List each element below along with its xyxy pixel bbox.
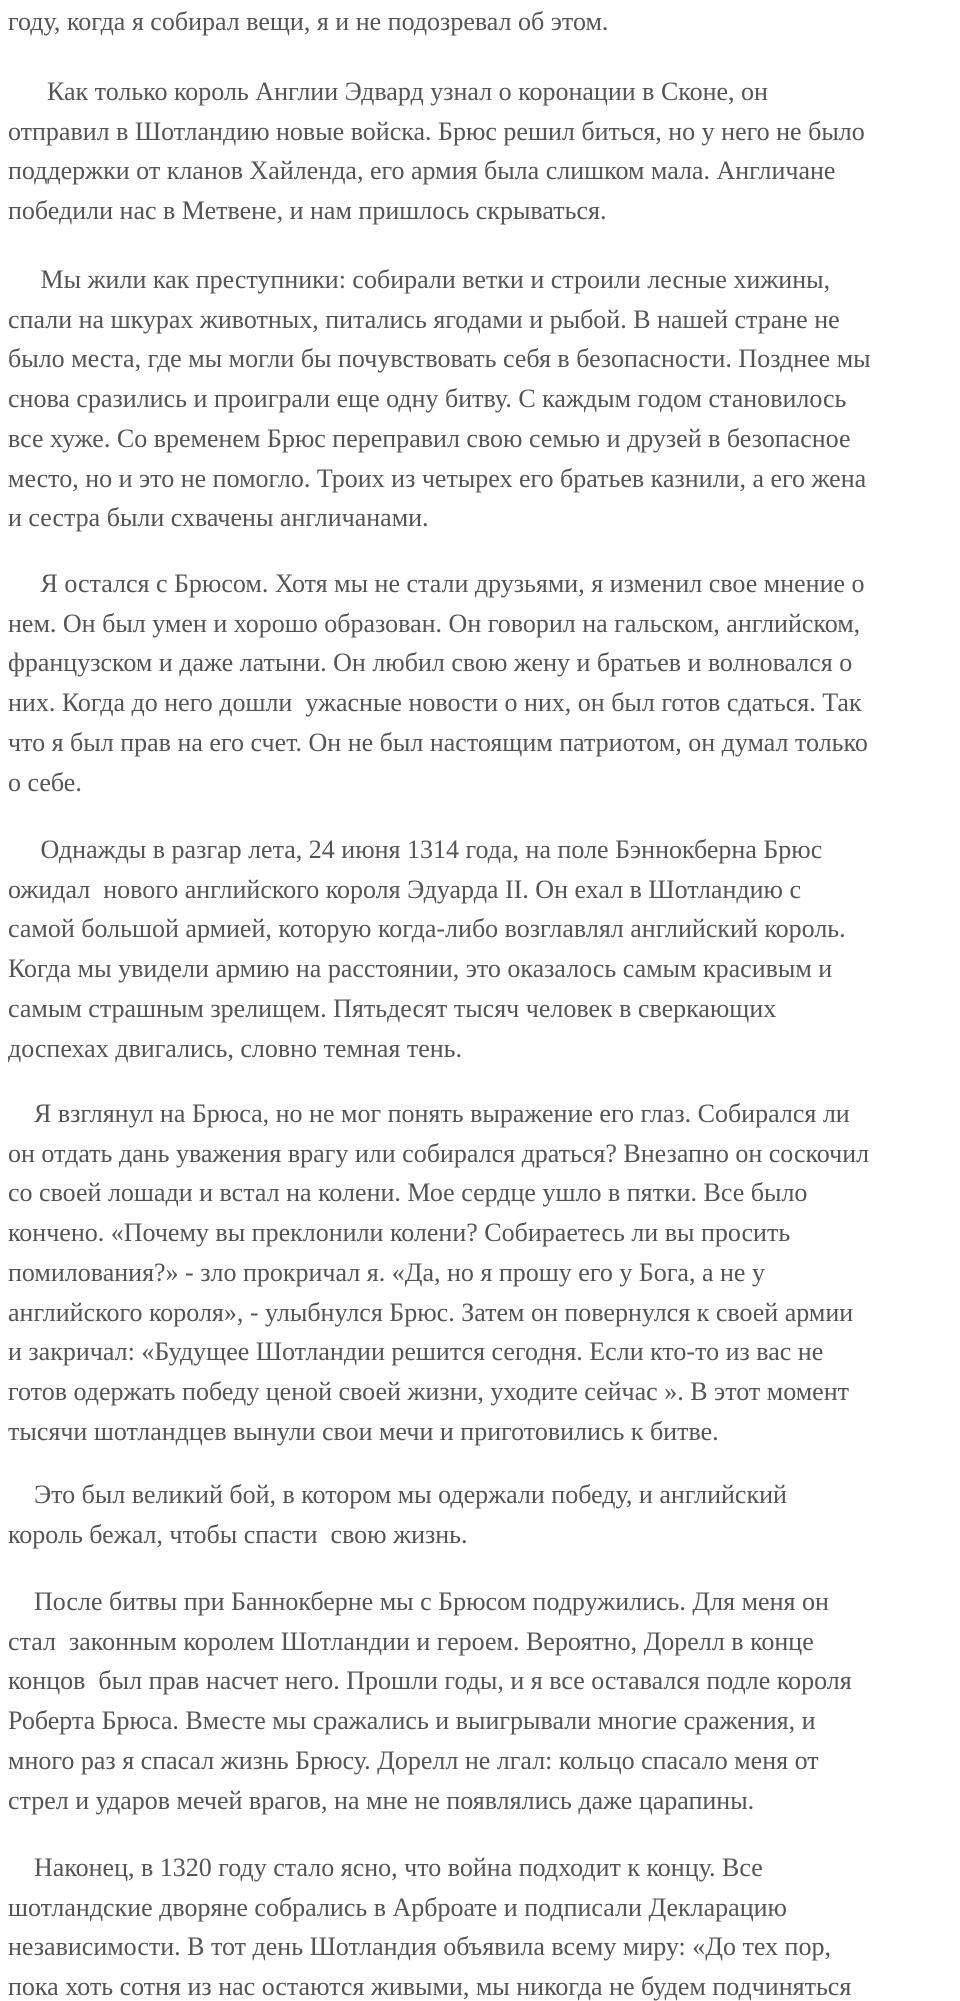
- text-line: ожидал нового английского короля Эдуарда II. Он ехал в Шотландию с: [8, 874, 801, 904]
- text-line: стрел и ударов мечей врагов, на мне не появлялись даже царапины.: [8, 1785, 755, 1815]
- text-line: Роберта Брюса. Вместе мы сражались и выигрывали многие сражения, и: [8, 1706, 816, 1736]
- text-line: Наконец, в 1320 году стало ясно, что война подходит к концу. Все: [8, 1853, 763, 1882]
- text-line: было места, где мы могли бы почувствовать себя в безопасности. Позднее мы: [8, 344, 871, 374]
- text-line: он отдать дань уважения врагу или собирался драться? Внезапно он соскочил: [8, 1138, 870, 1168]
- text-line: место, но и это не помогло. Троих из четырех его братьев казнили, а его жена: [8, 463, 867, 493]
- text-line: независимости. В тот день Шотландия объявила всему миру: «До тех пор,: [8, 1932, 831, 1962]
- text-line: снова сразились и проиграли еще одну битву. С каждым годом становилось: [8, 384, 847, 414]
- text-line: со своей лошади и встал на колени. Мое сердце ушло в пятки. Все было: [8, 1178, 808, 1208]
- paragraph-4: [8, 564, 958, 802]
- text-line: Мы жили как преступники: собирали ветки и строили лесные хижины,: [8, 265, 831, 294]
- paragraph-6: [8, 1094, 958, 1451]
- text-line: Как только король Англии Эдвард узнал о коронации в Сконе, он: [8, 77, 768, 106]
- text-line: Когда мы увидели армию на расстоянии, это оказалось самым красивым и: [8, 954, 833, 984]
- text-line: Однажды в разгар лета, 24 июня 1314 года, на поле Бэннокберна Брюс: [8, 835, 823, 864]
- text-line: самой большой армией, которую когда-либо возглавлял английский король.: [8, 914, 846, 944]
- text-line: отправил в Шотландию новые войска. Брюс решил биться, но у него не было: [8, 116, 865, 146]
- text-line: шотландские дворяне собрались в Арброате и подписали Декларацию: [8, 1892, 787, 1922]
- paragraph-9: [8, 1848, 958, 2001]
- paragraph-8: [8, 1582, 958, 1820]
- text-line: король бежал, чтобы спасти свою жизнь.: [8, 1519, 468, 1549]
- paragraph-3: [8, 260, 958, 538]
- text-line: и сестра были схвачены англичанами.: [8, 503, 429, 533]
- text-line: году, когда я собирал вещи, я и не подозревал об этом.: [8, 7, 609, 36]
- text-line: английского короля», - улыбнулся Брюс. Затем он повернулся к своей армии: [8, 1297, 854, 1327]
- text-line: французском и даже латыни. Он любил свою жену и братьев и волновался о: [8, 648, 853, 678]
- text-line: Это был великий бой, в котором мы одержали победу, и английский: [8, 1480, 787, 1509]
- text-line: поддержки от кланов Хайленда, его армия была слишком мала. Англичане: [8, 156, 836, 186]
- text-line: Я остался с Брюсом. Хотя мы не стали друзьями, я изменил свое мнение о: [8, 569, 865, 598]
- text-line: много раз я спасал жизнь Брюсу. Дорелл не лгал: кольцо спасало меня от: [8, 1745, 819, 1775]
- text-line: о себе.: [8, 767, 82, 797]
- text-line: кончено. «Почему вы преклонили колени? Собираетесь ли вы просить: [8, 1218, 791, 1248]
- text-line: победили нас в Метвене, и нам пришлось скрываться.: [8, 196, 607, 226]
- text-line: После битвы при Баннокберне мы с Брюсом подружились. Для меня он: [8, 1587, 829, 1616]
- text-line: доспехах двигались, словно темная тень.: [8, 1033, 463, 1063]
- paragraph-7: [8, 1475, 958, 1554]
- text-line: и закричал: «Будущее Шотландии решится сегодня. Если кто-то из вас не: [8, 1337, 824, 1367]
- text-line: помилования?» - зло прокричал я. «Да, но я прошу его у Бога, а не у: [8, 1257, 765, 1287]
- text-line: все хуже. Со временем Брюс переправил свою семью и друзей в безопасное: [8, 423, 851, 453]
- text-line: спали на шкурах животных, питались ягодами и рыбой. В нашей стране не: [8, 304, 840, 334]
- text-line: самым страшным зрелищем. Пятьдесят тысяч человек в сверкающих: [8, 993, 777, 1023]
- text-line: тысячи шотландцев вынули свои мечи и приготовились к битве.: [8, 1416, 719, 1446]
- text-line: что я был прав на его счет. Он не был настоящим патриотом, он думал только: [8, 727, 868, 757]
- text-line: Я взглянул на Брюса, но не мог понять выражение его глаз. Собирался ли: [8, 1099, 850, 1128]
- text-line: нем. Он был умен и хорошо образован. Он говорил на гальском, английском,: [8, 608, 861, 638]
- text-line: них. Когда до него дошли ужасные новости о них, он был готов сдаться. Так: [8, 688, 862, 718]
- text-line: пока хоть сотня из нас остаются живыми, мы никогда не будем подчиняться: [8, 1972, 852, 2001]
- paragraph-2: [8, 72, 958, 231]
- text-line: концов был прав насчет него. Прошли годы, и я все оставался подле короля: [8, 1666, 852, 1696]
- paragraph-1: [8, 2, 958, 42]
- text-line: готов одержать победу ценой своей жизни, уходите сейчас ». В этот момент: [8, 1376, 849, 1406]
- text-line: стал законным королем Шотландии и героем. Вероятно, Дорелл в конце: [8, 1626, 814, 1656]
- paragraph-5: [8, 830, 958, 1068]
